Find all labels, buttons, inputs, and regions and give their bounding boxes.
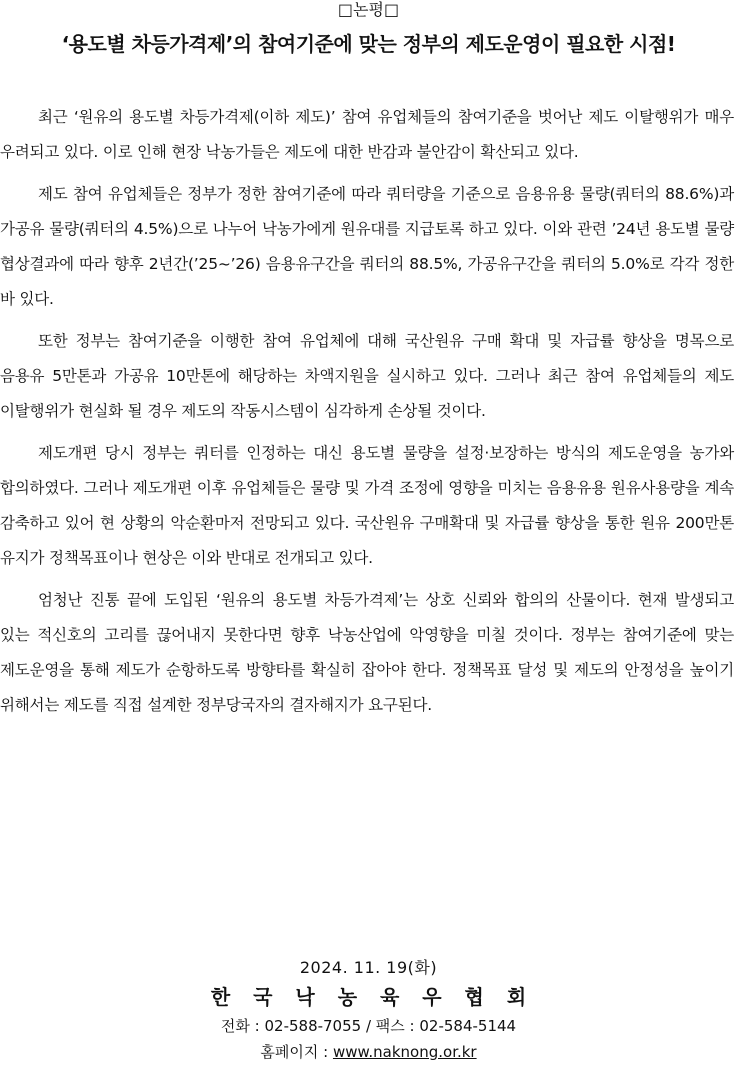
paragraph-2: 제도 참여 유업체들은 정부가 정한 참여기준에 따라 쿼터량을 기준으로 음용유용 물량(쿼터의 88.6%)과 가공유 물량(쿼터의 4.5%)으로 나누어 낙농가에게 원유대를 지급토록 하고 있다. 이와 관련 ’24년 용도별 물량 협상결과에 따라 향후 2년간(’25~’26) 음용유구간을 쿼터의 88.5%, 가공유구간을 쿼터의 5.0%로 각각 정한 바 있다. bbox=[0, 185, 734, 308]
paragraph-3: 또한 정부는 참여기준을 이행한 참여 유업체에 대해 국산원유 구매 확대 및 자급률 향상을 명목으로 음용유 5만톤과 가공유 10만톤에 해당하는 차액지원을 실시하고 있다. 그러나 최근 참여 유업체들의 제도 이탈행위가 현실화 될 경우 제도의 작동시스템이 심각하게 손상될 것이다. bbox=[0, 332, 734, 420]
paragraph-4: 제도개편 당시 정부는 쿼터를 인정하는 대신 용도별 물량을 설정·보장하는 방식의 제도운영을 농가와 합의하였다. 그러나 제도개편 이후 유업체들은 물량 및 가격 조정에 영향을 미치는 음용유용 원유사용량을 계속 감축하고 있어 현 상황의 악순환마저 전망되고 있다. 국산원유 구매확대 및 자급률 향상을 통한 원유 200만톤 유지가 정책목표이나 현상은 이와 반대로 전개되고 있다. bbox=[0, 444, 734, 567]
homepage-link[interactable]: www.naknong.or.kr bbox=[332, 1043, 477, 1061]
footer bbox=[0, 955, 737, 1065]
page-title: ‘용도별 차등가격제’의 참여기준에 맞는 정부의 제도운영이 필요한 시점! bbox=[61, 32, 676, 56]
release-date: 2024. 11. 19(화) bbox=[299, 958, 438, 977]
contact-info: 전화 : 02-588-7055 / 팩스 : 02-584-5144 bbox=[220, 1017, 517, 1035]
article-body bbox=[0, 100, 734, 730]
commentary-tag: □논평□ bbox=[337, 0, 400, 19]
homepage-line bbox=[0, 1039, 737, 1065]
homepage-label: 홈페이지 : bbox=[260, 1043, 333, 1061]
paragraph-1: 최근 ‘원유의 용도별 차등가격제(이하 제도)’ 참여 유업체들의 참여기준을 벗어난 제도 이탈행위가 매우 우려되고 있다. 이로 인해 현장 낙농가들은 제도에 대한 반감과 불안감이 확산되고 있다. bbox=[0, 108, 734, 161]
organization-name: 한 국 낙 농 육 우 협 회 bbox=[210, 985, 535, 1009]
paragraph-5: 엄청난 진통 끝에 도입된 ‘원유의 용도별 차등가격제’는 상호 신뢰와 합의의 산물이다. 현재 발생되고 있는 적신호의 고리를 끊어내지 못한다면 향후 낙농산업에 악영향을 미칠 것이다. 정부는 참여기준에 맞는 제도운영을 통해 제도가 순항하도록 방향타를 확실히 잡아야 한다. 정책목표 달성 및 제도의 안정성을 높이기 위해서는 제도를 직접 설계한 정부당국자의 결자해지가 요구된다. bbox=[0, 591, 734, 714]
